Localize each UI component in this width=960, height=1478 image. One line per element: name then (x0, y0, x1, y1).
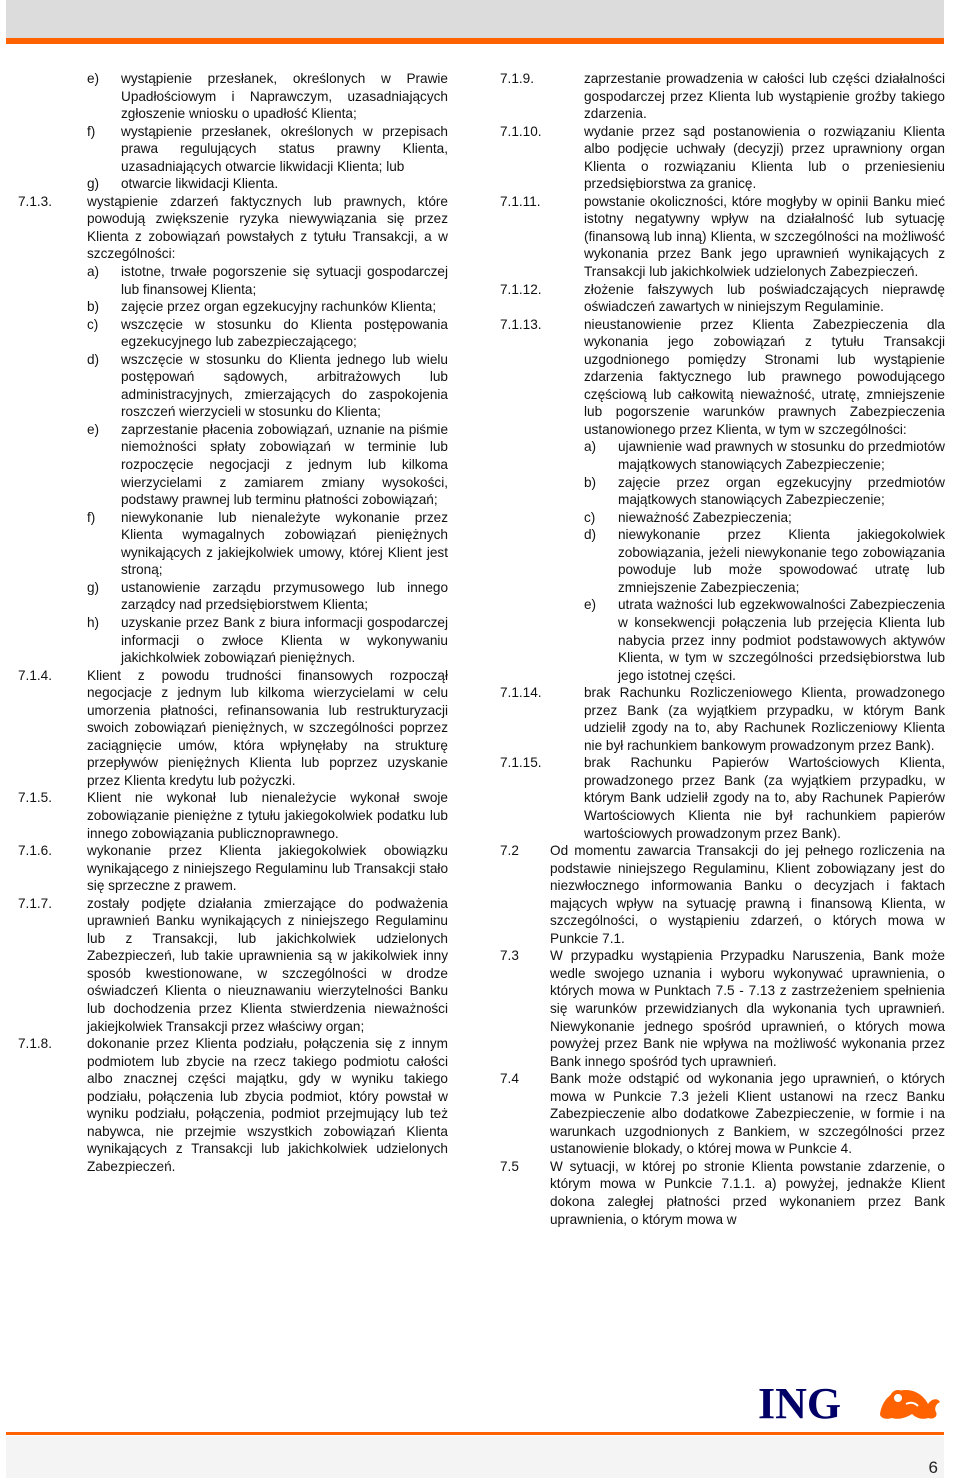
numbered-paragraph (18, 842, 448, 895)
item-letter: c) (87, 316, 99, 332)
paragraph-text: wystąpienie zdarzeń faktycznych lub prawnych, które powodują zwiększenie ryzyka niewywiązania się przez Klienta z zobowiązań powstałych z tytułu Transakcji, a w szczególności: (87, 193, 448, 262)
ing-logo-text: ING (758, 1379, 842, 1422)
list-item (87, 298, 448, 316)
header-orange-rule (6, 38, 944, 44)
item-letter: e) (584, 597, 597, 613)
numbered-paragraph (500, 123, 945, 193)
paragraph-text: zaprzestanie prowadzenia w całości lub części działalności gospodarczej przez Klienta lub wystąpienie groźby takiego zdarzenia. (584, 71, 945, 122)
lion-icon (880, 1390, 940, 1419)
item-letter: e) (87, 421, 100, 437)
numbered-paragraph (500, 193, 945, 281)
list-item (87, 421, 448, 509)
paragraph-text: uzyskanie przez Bank z biura informacji gospodarczej informacji o zwłoce Klienta w wykonywaniu jakichkolwiek zobowiązań pieniężnych. (121, 614, 448, 666)
item-letter: a) (584, 439, 597, 455)
paragraph-number: 7.1.8. (18, 1036, 53, 1052)
paragraph-text: wystąpienie przesłanek, określonych w przepisach prawa regulujących status prawny Klienta, uzasadniających otwarcie likwidacji Klienta; lub (121, 123, 448, 174)
item-letter: d) (584, 527, 597, 543)
paragraph-text: dokonanie przez Klienta podziału, połączenia się z innym podmiotem lub zbycie na rzecz takiego podmiotu całości albo znacznej części majątku, gdy w wyniku takiego podziału, połączenia lub zbycia podmiot, który powstał w wyniku podziału, połączenia, podmiot przejmujący lub też nabywca, nie przejmie wszystkich zobowiązań Klienta wynikających z Transakcji lub jakichkolwiek udzielonych Zabezpieczeń. (87, 1036, 448, 1174)
list-item (87, 316, 448, 351)
paragraph-text: zostały podjęte działania zmierzające do podważenia uprawnień Banku wynikających z niniejszego Regulaminu lub z Transakcji, lub jakichkolwiek udzielonych Zabezpieczeń, lub takie uprawnienia są w jakikolwiek inny sposób kwestionowane, w szczególności w drodze oświadczeń Klienta o nieuznawaniu wierzytelności Banku lub dochodzenia przez Klienta stwierdzenia nieważności jakiejkolwiek Transakcji przez właściwy organ; (87, 895, 448, 1034)
right-text-column (500, 70, 945, 1228)
item-letter: c) (584, 509, 596, 525)
item-letter: e) (87, 71, 100, 86)
paragraph-number: 7.1.12. (500, 281, 542, 297)
paragraph-text: złożenie fałszywych lub poświadczających nieprawdę oświadczeń zawartych w niniejszym Regulaminie. (584, 281, 945, 315)
paragraph-text: Klient nie wykonał lub nienależycie wykonał swoje zobowiązanie pieniężne z tytułu jakiegokolwiek podatku lub innego zobowiązania publicznoprawnego. (87, 790, 448, 841)
header-gray-band (6, 0, 944, 38)
numbered-paragraph (500, 947, 945, 1070)
paragraph-text: nieważność Zabezpieczenia; (618, 509, 792, 525)
paragraph-text: istotne, trwałe pogorszenie się sytuacji gospodarczej lub finansowej Klienta; (121, 264, 448, 297)
numbered-paragraph (18, 667, 448, 790)
ing-logo (758, 1378, 944, 1422)
paragraph-number: 7.1.3. (18, 193, 53, 209)
paragraph-text: zajęcie przez organ egzekucyjny rachunków Klienta; (121, 299, 437, 315)
paragraph-number: 7.1.9. (500, 71, 535, 86)
paragraph-number: 7.1.4. (18, 667, 53, 683)
numbered-paragraph (18, 1035, 448, 1175)
paragraph-text: niewykonanie przez Klienta jakiegokolwiek zobowiązania, jeżeli niewykonanie tego zobowiązania powoduje lub może spowodować utratę lub zmniejszenie Zabezpieczenia; (618, 527, 945, 595)
list-item (87, 579, 448, 614)
list-item (87, 614, 448, 667)
list-item (87, 70, 448, 123)
paragraph-number: 7.1.13. (500, 316, 542, 332)
paragraph-text: brak Rachunku Rozliczeniowego Klienta, prowadzonego przez Bank (za wyjątkiem przypadku, w którym Bank udzielił zgody na to, aby Rachunek Rozliczeniowy Klienta nie był rachunkiem bankowym prowadzonym przez Bank). (584, 685, 945, 753)
list-item (584, 474, 945, 509)
item-letter: a) (87, 264, 100, 280)
item-letter: b) (584, 474, 597, 490)
paragraph-text: brak Rachunku Papierów Wartościowych Klienta, prowadzonego przez Bank (za wyjątkiem przypadku, w którym Bank udzielił zgody na to, aby Rachunek Papierów Wartościowych Klienta nie był rachunkiem papierów wartościowych prowadzonym przez Bank). (584, 755, 945, 841)
paragraph-number: 7.5 (500, 1158, 519, 1174)
list-item (87, 175, 448, 193)
paragraph-text: Klient z powodu trudności finansowych rozpoczął negocjacje z jednym lub kilkoma wierzycielami w celu umorzenia płatności, refinansowania lub restrukturyzacji swoich zobowiązań pieniężnych, w szczególności poprzez zaciągnięcie umów, która wpłynęłaby na strukturę przepływów pieniężnych Klienta lub poprzez uzyskanie przez Klienta kredytu lub pożyczki. (87, 667, 448, 788)
paragraph-text: ustanowienie zarządu przymusowego lub innego zarządcy nad przedsiębiorstwem Klienta; (121, 579, 448, 613)
paragraph-text: Od momentu zawarcia Transakcji do jej pełnego rozliczenia na podstawie niniejszego Regulaminu, Klient zobowiązany jest do niezwłocznego informowania Banku o decyzjach i faktach mających wpływ na sytuację prawną i finansową Klienta, w szczególności, o wystąpieniu zdarzeń, o których mowa w Punkcie 7.1. (550, 843, 945, 946)
paragraph-number: 7.1.10. (500, 123, 542, 139)
paragraph-text: nieustanowienie przez Klienta Zabezpieczenia dla wykonania jego zobowiązań z tytułu Transakcji uzgodnionego pomiędzy Stronami lub wystąpienie zdarzenia faktycznego lub prawnego powodującego częściową lub całkowitą nieważność, utratę, zmniejszenie lub pogorszenie warunków prawnych Zabezpieczenia ustanowionego przez Klienta, w tym w szczególności: (584, 316, 945, 437)
footer-band (6, 1436, 944, 1478)
paragraph-text: zaprzestanie płacenia zobowiązań, uznanie na piśmie niemożności spłaty zobowiązań w terminie lub rozpoczęcie negocjacji z jednym lub kilkoma wierzycielami z zamiarem zmiany wysokości, podstawy prawnej lub terminu płatności zobowiązań; (121, 421, 448, 508)
list-item (584, 509, 945, 527)
paragraph-text: W przypadku wystąpienia Przypadku Naruszenia, Bank może wedle swojego uznania i wyboru wykonywać uprawnienia, o których mowa w Punktach 7.5 - 7.13 z zastrzeżeniem spełnienia się warunków przewidzianych dla wykonania tych uprawnień. Niewykonanie jednego spośród uprawnień, o których mowa powyżej przez Bank nie wpływa na możliwość wykonania przez Bank innego spośród tych uprawnień. (550, 948, 945, 1069)
numbered-paragraph (18, 193, 448, 263)
paragraph-number: 7.1.11. (500, 193, 541, 209)
paragraph-text: niewykonanie lub nienależyte wykonanie przez Klienta wymagalnych zobowiązań pieniężnych wynikających z jakiejkolwiek umowy, której Klient jest stroną; (121, 509, 448, 578)
list-item (87, 263, 448, 298)
left-text-column (18, 70, 448, 1175)
footer-orange-rule (6, 1432, 944, 1435)
item-letter: f) (87, 123, 96, 139)
list-item (584, 526, 945, 596)
item-letter: b) (87, 299, 100, 315)
numbered-paragraph (18, 895, 448, 1035)
numbered-paragraph (500, 684, 945, 754)
paragraph-text: powstanie okoliczności, które mogłyby w opinii Banku mieć istotny negatywny wpływ na działalność lub sytuację (finansową lub inną) Klienta, w szczególności na możliwość wykonania przez Bank jego uprawnień wynikających z Transakcji lub jakichkolwiek udzielonych Zabezpieczeń. (584, 193, 945, 280)
paragraph-number: 7.2 (500, 843, 519, 859)
paragraph-text: wszczęcie w stosunku do Klienta postępowania egzekucyjnego lub zabezpieczającego; (121, 316, 448, 350)
item-letter: g) (87, 579, 100, 595)
numbered-paragraph (500, 1158, 945, 1228)
paragraph-text: wystąpienie przesłanek, określonych w Prawie Upadłościowym i Naprawczym, uzasadniających zgłoszenie wniosku o upadłość Klienta; (121, 71, 448, 122)
list-item (87, 351, 448, 421)
paragraph-number: 7.1.7. (18, 895, 53, 911)
paragraph-text: wydanie przez sąd postanowienia o rozwiązaniu Klienta albo podjęcie uchwały (decyzji) przez uprawniony organ Klienta o rozwiązaniu Klienta lub o przeniesieniu przedsiębiorstwa za granicę. (584, 123, 945, 192)
paragraph-text: zajęcie przez organ egzekucyjny przedmiotów majątkowych stanowiących Zabezpieczenie; (618, 474, 945, 508)
paragraph-text: wszczęcie w stosunku do Klienta jednego lub wielu postępowań sądowych, arbitrażowych lub administracyjnych, zmierzających do zaspokojenia roszczeń wierzycieli w stosunku do Klienta; (121, 351, 448, 420)
paragraph-text: Bank może odstąpić od wykonania jego uprawnień, o których mowa w Punkcie 7.3 jeżeli Klient ustanowi na rzecz Banku Zabezpieczenie albo dodatkowe Zabezpieczenie, w formie i na warunkach uzgodnionych z Bankiem, w szczególności przez ustanowienie blokady, o której mowa w Punkcie 4. (550, 1071, 945, 1157)
item-letter: g) (87, 176, 100, 192)
numbered-paragraph (500, 70, 945, 123)
paragraph-number: 7.1.14. (500, 685, 542, 701)
item-letter: h) (87, 614, 100, 630)
page-number: 6 (928, 1458, 938, 1477)
list-item (87, 509, 448, 579)
paragraph-text: wykonanie przez Klienta jakiegokolwiek obowiązku wynikającego z niniejszego Regulaminu lub Transakcji stało się sprzeczne z prawem. (87, 843, 448, 894)
numbered-paragraph (500, 316, 945, 439)
list-item (584, 438, 945, 473)
paragraph-number: 7.3 (500, 948, 519, 964)
paragraph-text: otwarcie likwidacji Klienta. (121, 176, 279, 192)
paragraph-number: 7.4 (500, 1071, 519, 1087)
numbered-paragraph (500, 754, 945, 842)
list-item (87, 123, 448, 176)
numbered-paragraph (500, 281, 945, 316)
list-item (584, 596, 945, 684)
numbered-paragraph (500, 842, 945, 947)
item-letter: f) (87, 509, 96, 525)
paragraph-number: 7.1.5. (18, 790, 53, 806)
paragraph-text: utrata ważności lub egzekwowalności Zabezpieczenia w konsekwencji połączenia lub przejęcia Klienta lub nabycia przez inny podmiot podstawowych aktywów Klienta, w tym w szczególności przedsiębiorstwa lub jego istotnej części. (618, 597, 945, 683)
paragraph-number: 7.1.6. (18, 843, 53, 859)
paragraph-number: 7.1.15. (500, 755, 542, 771)
numbered-paragraph (500, 1070, 945, 1158)
numbered-paragraph (18, 789, 448, 842)
paragraph-text: ujawnienie wad prawnych w stosunku do przedmiotów majątkowych stanowiących Zabezpieczenie; (618, 439, 945, 473)
paragraph-text: W sytuacji, w której po stronie Klienta powstanie zdarzenie, o którym mowa w Punkcie 7.1.1. a) powyżej, jednakże Klient dokona zaległej płatności przed wykonaniem przez Bank uprawnienia, o którym mowa w (550, 1158, 945, 1227)
item-letter: d) (87, 351, 100, 367)
